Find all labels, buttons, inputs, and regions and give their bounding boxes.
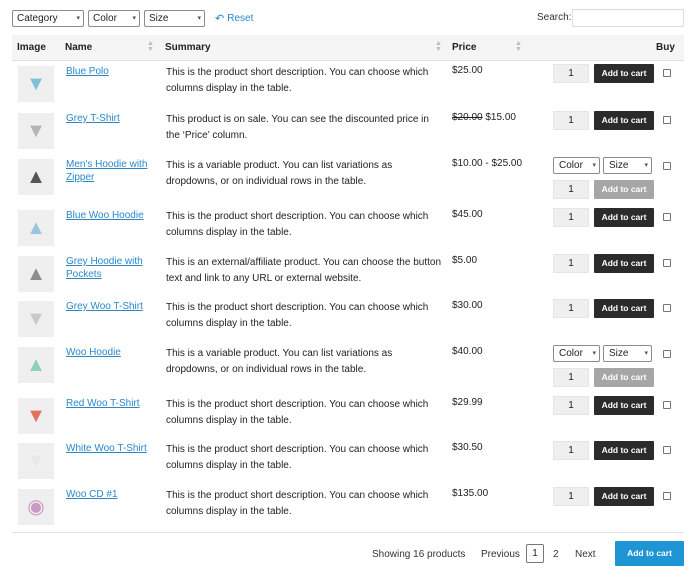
buy-checkbox[interactable] <box>663 446 671 454</box>
column-header-price[interactable]: Price <box>452 42 477 53</box>
reset-label: Reset <box>227 12 254 24</box>
product-name-link[interactable]: Grey T-Shirt <box>66 113 120 124</box>
table-row <box>12 254 684 298</box>
product-name-link[interactable]: White Woo T-Shirt <box>66 443 147 454</box>
table-row <box>12 441 684 485</box>
undo-icon: ↶ <box>215 12 225 25</box>
table-row <box>12 64 684 108</box>
add-selected-to-cart-button[interactable]: Add to cart <box>615 541 684 566</box>
buy-checkbox[interactable] <box>663 116 671 124</box>
product-price <box>452 112 516 123</box>
product-thumbnail[interactable] <box>18 210 54 246</box>
add-to-cart-button[interactable]: Add to cart <box>594 64 654 83</box>
chevron-down-icon: ▾ <box>644 162 648 169</box>
color-variation-select[interactable] <box>553 157 600 174</box>
table-row <box>12 208 684 252</box>
size-variation-label: Size <box>609 160 629 171</box>
color-variation-select[interactable] <box>553 345 600 362</box>
color-filter-select[interactable] <box>88 10 140 27</box>
product-thumbnail[interactable] <box>18 443 54 479</box>
grey-woo-tshirt-icon: ▼ <box>26 308 46 330</box>
buy-checkbox[interactable] <box>663 69 671 77</box>
search-input[interactable] <box>572 9 684 27</box>
product-price: $30.50 <box>452 442 483 453</box>
product-price: $25.00 <box>452 65 483 76</box>
quantity-input[interactable]: 1 <box>553 396 589 415</box>
color-variation-label: Color <box>559 160 583 171</box>
buy-checkbox[interactable] <box>663 304 671 312</box>
add-to-cart-button[interactable]: Add to cart <box>594 396 654 415</box>
size-filter-select[interactable] <box>144 10 205 27</box>
size-filter-label: Size <box>149 12 169 24</box>
sort-icon[interactable]: ▲ ▼ <box>147 40 154 53</box>
column-header-summary[interactable]: Summary <box>165 42 211 53</box>
quantity-input[interactable]: 1 <box>553 441 589 460</box>
quantity-input[interactable]: 1 <box>553 111 589 130</box>
chevron-down-icon: ▾ <box>197 14 201 22</box>
product-name-link[interactable]: Woo Hoodie <box>66 347 121 358</box>
product-price: $10.00 - $25.00 <box>452 158 523 169</box>
table-header <box>12 35 684 61</box>
product-price: $29.99 <box>452 397 483 408</box>
add-to-cart-button[interactable]: Add to cart <box>594 299 654 318</box>
sort-icon[interactable]: ▲ ▼ <box>515 40 522 53</box>
product-summary: This is the product short description. You can choose which columns display in the table. <box>166 399 429 426</box>
product-summary: This is an external/affiliate product. You can choose the button text and link to any URL or external website. <box>166 257 441 284</box>
table-row <box>12 299 684 343</box>
sale-price: $15.00 <box>485 112 516 123</box>
product-name-link[interactable]: Blue Woo Hoodie <box>66 210 144 221</box>
column-header-buy: Buy <box>656 42 675 53</box>
color-filter-label: Color <box>93 12 117 24</box>
table-footer-divider <box>12 532 684 533</box>
add-to-cart-button[interactable]: Add to cart <box>594 441 654 460</box>
size-variation-select[interactable] <box>603 157 652 174</box>
product-name-link[interactable]: Grey Woo T-Shirt <box>66 301 143 312</box>
product-name-link[interactable]: Men's Hoodie with Zipper <box>66 159 148 183</box>
chevron-down-icon: ▾ <box>132 14 136 22</box>
column-header-image: Image <box>17 42 46 53</box>
quantity-input[interactable]: 1 <box>553 208 589 227</box>
quantity-input[interactable]: 1 <box>553 180 589 199</box>
product-thumbnail[interactable] <box>18 66 54 102</box>
product-summary: This is a variable product. You can list variations as dropdowns, or on individual rows in the table. <box>166 348 393 375</box>
next-page-link[interactable]: Next <box>575 549 596 560</box>
green-hoodie-icon: ▲ <box>26 354 46 376</box>
grey-tshirt-icon: ▼ <box>26 120 46 142</box>
table-row <box>12 396 684 440</box>
chevron-down-icon: ▾ <box>76 14 80 22</box>
buy-checkbox[interactable] <box>663 259 671 267</box>
blue-hoodie-icon: ▲ <box>26 217 46 239</box>
buy-checkbox[interactable] <box>663 401 671 409</box>
sort-icon[interactable]: ▲ ▼ <box>435 40 442 53</box>
quantity-input[interactable]: 1 <box>553 299 589 318</box>
product-name-link[interactable]: Grey Hoodie with Pockets <box>66 256 143 280</box>
chevron-down-icon: ▾ <box>592 162 596 169</box>
product-thumbnail[interactable] <box>18 398 54 434</box>
original-price: $20.00 <box>452 112 483 123</box>
product-summary: This is the product short description. You can choose which columns display in the table. <box>166 490 429 517</box>
blue-polo-shirt-icon: ▼ <box>26 73 46 95</box>
white-tshirt-icon: ▼ <box>26 450 46 472</box>
add-to-cart-button[interactable]: Add to cart <box>594 487 654 506</box>
product-name-link[interactable]: Woo CD #1 <box>66 489 118 500</box>
product-price: $45.00 <box>452 209 483 220</box>
product-price: $40.00 <box>452 346 483 357</box>
page-2-link[interactable]: 2 <box>553 549 559 560</box>
previous-page-link[interactable]: Previous <box>481 549 520 560</box>
size-variation-select[interactable] <box>603 345 652 362</box>
product-summary: This is the product short description. You can choose which columns display in the table. <box>166 444 429 471</box>
grey-hoodie-icon: ▲ <box>26 263 46 285</box>
buy-checkbox[interactable] <box>663 350 671 358</box>
table-row <box>12 111 684 155</box>
buy-checkbox[interactable] <box>663 492 671 500</box>
table-row <box>12 157 684 201</box>
product-name-link[interactable]: Red Woo T-Shirt <box>66 398 140 409</box>
add-to-cart-button[interactable]: Add to cart <box>594 208 654 227</box>
size-variation-label: Size <box>609 348 629 359</box>
quantity-input[interactable]: 1 <box>553 254 589 273</box>
add-to-cart-button[interactable]: Add to cart <box>594 180 654 199</box>
product-thumbnail[interactable] <box>18 159 54 195</box>
product-thumbnail[interactable] <box>18 256 54 292</box>
category-filter-label: Category <box>17 12 58 24</box>
column-header-name[interactable]: Name <box>65 42 93 53</box>
search-label: Search: <box>537 12 572 23</box>
quantity-input[interactable]: 1 <box>553 64 589 83</box>
color-variation-label: Color <box>559 348 583 359</box>
buy-checkbox[interactable] <box>663 162 671 170</box>
product-name-link[interactable]: Blue Polo <box>66 66 109 77</box>
page-1-button[interactable]: 1 <box>526 544 544 563</box>
product-summary: This is a variable product. You can list variations as dropdowns, or on individual rows in the table. <box>166 160 393 187</box>
quantity-input[interactable]: 1 <box>553 487 589 506</box>
add-to-cart-button[interactable]: Add to cart <box>594 111 654 130</box>
dark-hoodie-icon: ▲ <box>26 166 46 188</box>
cd-album-icon: ◉ <box>27 496 45 518</box>
product-summary: This is the product short description. You can choose which columns display in the table. <box>166 67 429 94</box>
buy-checkbox[interactable] <box>663 213 671 221</box>
product-thumbnail[interactable] <box>18 301 54 337</box>
product-summary: This is the product short description. You can choose which columns display in the table. <box>166 302 429 329</box>
table-row <box>12 345 684 389</box>
chevron-down-icon: ▾ <box>644 350 648 357</box>
chevron-down-icon: ▾ <box>592 350 596 357</box>
product-price: $135.00 <box>452 488 489 499</box>
product-price: $30.00 <box>452 300 483 311</box>
reset-link[interactable] <box>215 12 253 25</box>
product-summary: This product is on sale. You can see the discounted price in the ‘Price’ column. <box>166 114 429 141</box>
product-summary: This is the product short description. You can choose which columns display in the table. <box>166 211 429 238</box>
category-filter-select[interactable] <box>12 10 84 27</box>
add-to-cart-button[interactable]: Add to cart <box>594 254 654 273</box>
red-tshirt-icon: ▼ <box>26 405 46 427</box>
product-thumbnail[interactable] <box>18 489 54 525</box>
product-price: $5.00 <box>452 255 478 266</box>
add-to-cart-button[interactable]: Add to cart <box>594 368 654 387</box>
quantity-input[interactable]: 1 <box>553 368 589 387</box>
product-thumbnail[interactable] <box>18 113 54 149</box>
table-row <box>12 487 684 531</box>
filter-bar <box>12 9 253 27</box>
product-count: Showing 16 products <box>372 549 466 560</box>
product-thumbnail[interactable] <box>18 347 54 383</box>
